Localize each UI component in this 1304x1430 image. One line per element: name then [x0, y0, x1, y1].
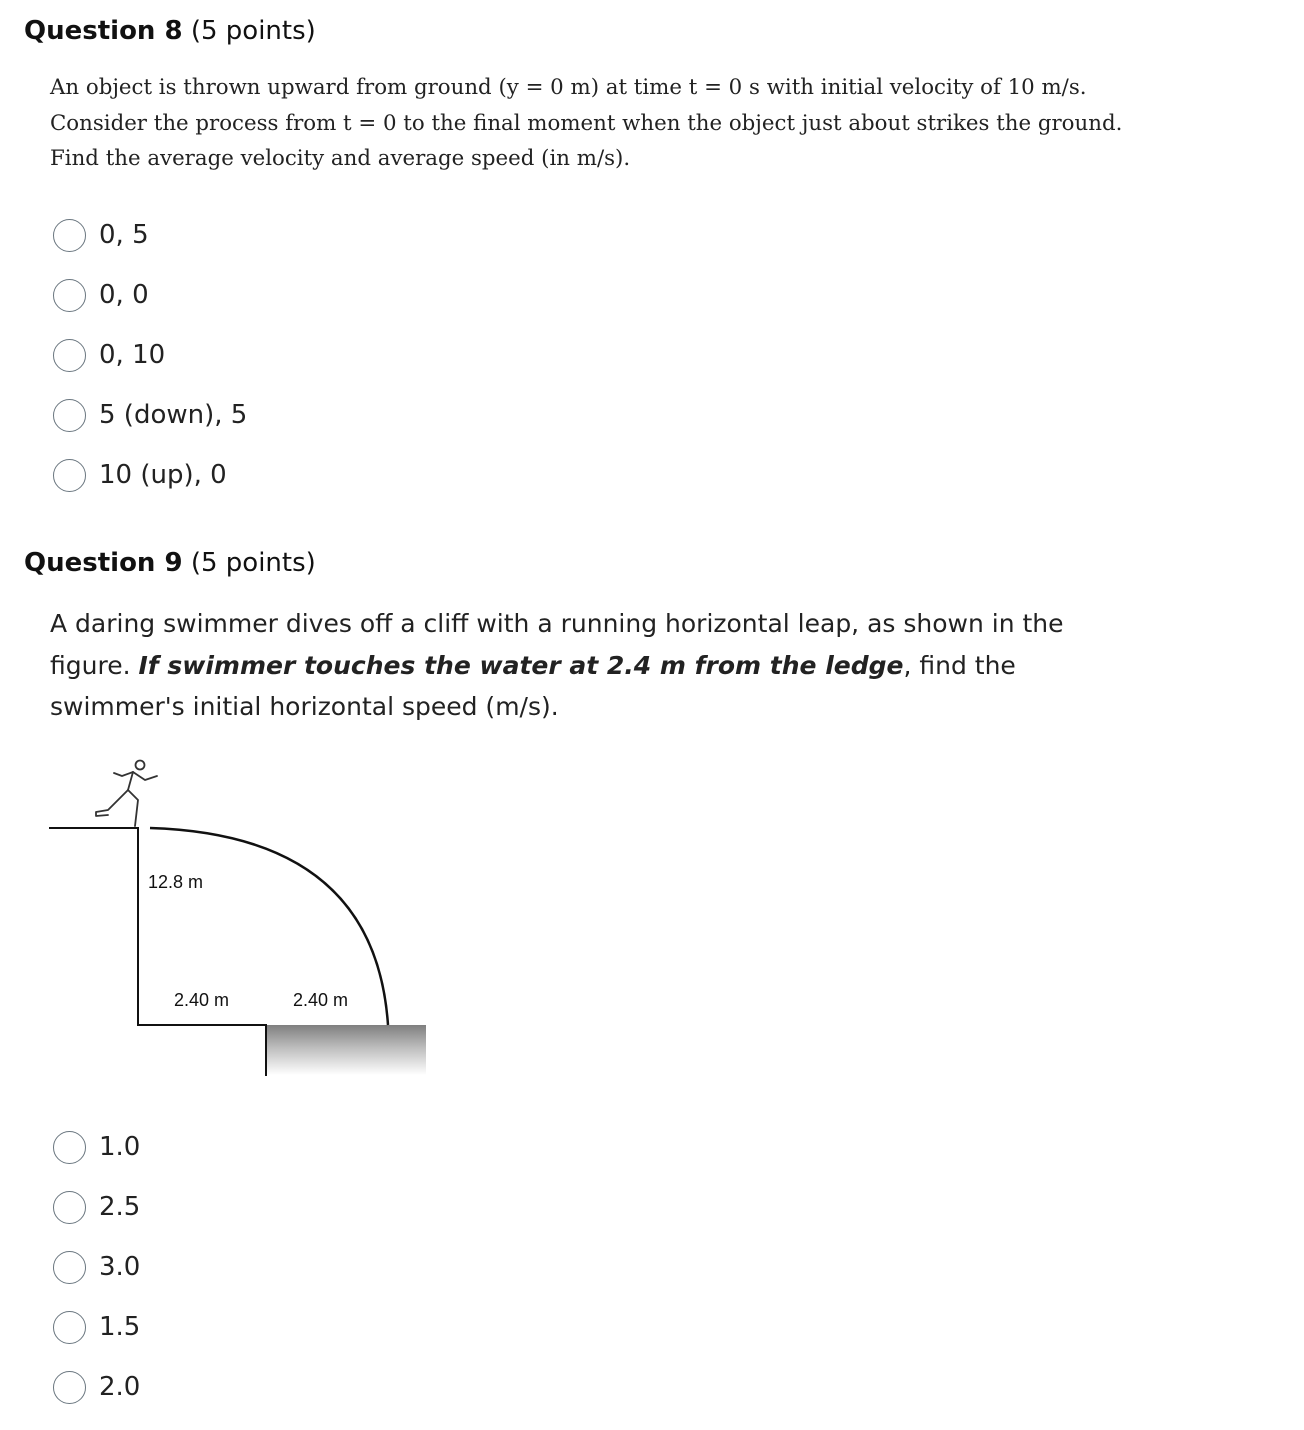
question-9-option-2[interactable] [53, 1177, 140, 1237]
option-label: 2.5 [99, 1192, 141, 1222]
question-8-text: An object is thrown upward from ground (y = 0 m) at time t = 0 s with initial velocity of 10 m/s. Consider the process from t = 0 to the final moment when the object just about strikes the ground. Find the average velocity and average speed (in m/s). [50, 75, 1123, 171]
radio-button[interactable] [53, 1311, 86, 1344]
radio-button[interactable] [53, 1131, 86, 1164]
question-9-options [53, 1117, 140, 1417]
option-label: 3.0 [99, 1252, 141, 1282]
option-label: 10 (up), 0 [99, 460, 227, 490]
swimmer-icon [96, 761, 157, 827]
ledge-width-label: 2.40 m [174, 990, 230, 1010]
question-9-number: Question 9 [24, 548, 183, 578]
radio-button[interactable] [53, 1251, 86, 1284]
question-8-number: Question 8 [24, 16, 183, 46]
cliff-outline [49, 828, 266, 1076]
question-9-text-after: , find the swimmer's initial horizontal speed (m/s). [50, 650, 1016, 721]
question-9-option-1[interactable] [53, 1117, 140, 1177]
option-label: 0, 10 [99, 340, 166, 370]
option-label: 0, 5 [99, 220, 149, 250]
question-9-option-3[interactable] [53, 1237, 140, 1297]
question-9-text-before: A daring swimmer dives off a cliff with a running horizontal leap, as shown in the figure. [50, 609, 1064, 680]
radio-button[interactable] [53, 1371, 86, 1404]
option-label: 1.5 [99, 1312, 141, 1342]
question-9-option-5[interactable] [53, 1357, 140, 1417]
question-9-option-4[interactable] [53, 1297, 140, 1357]
cliff-diagram [0, 0, 440, 1080]
question-9-points: (5 points) [190, 548, 316, 578]
height-label: 12.8 m [148, 872, 204, 892]
gap-width-label: 2.40 m [293, 990, 349, 1010]
water-surface [266, 1025, 426, 1075]
question-9-text-emphasis: If swimmer touches the water at 2.4 m from the ledge [138, 650, 904, 680]
option-label: 5 (down), 5 [99, 400, 248, 430]
radio-button[interactable] [53, 1191, 86, 1224]
question-8-points: (5 points) [190, 16, 316, 46]
option-label: 0, 0 [99, 280, 149, 310]
option-label: 1.0 [99, 1132, 141, 1162]
option-label: 2.0 [99, 1372, 141, 1402]
